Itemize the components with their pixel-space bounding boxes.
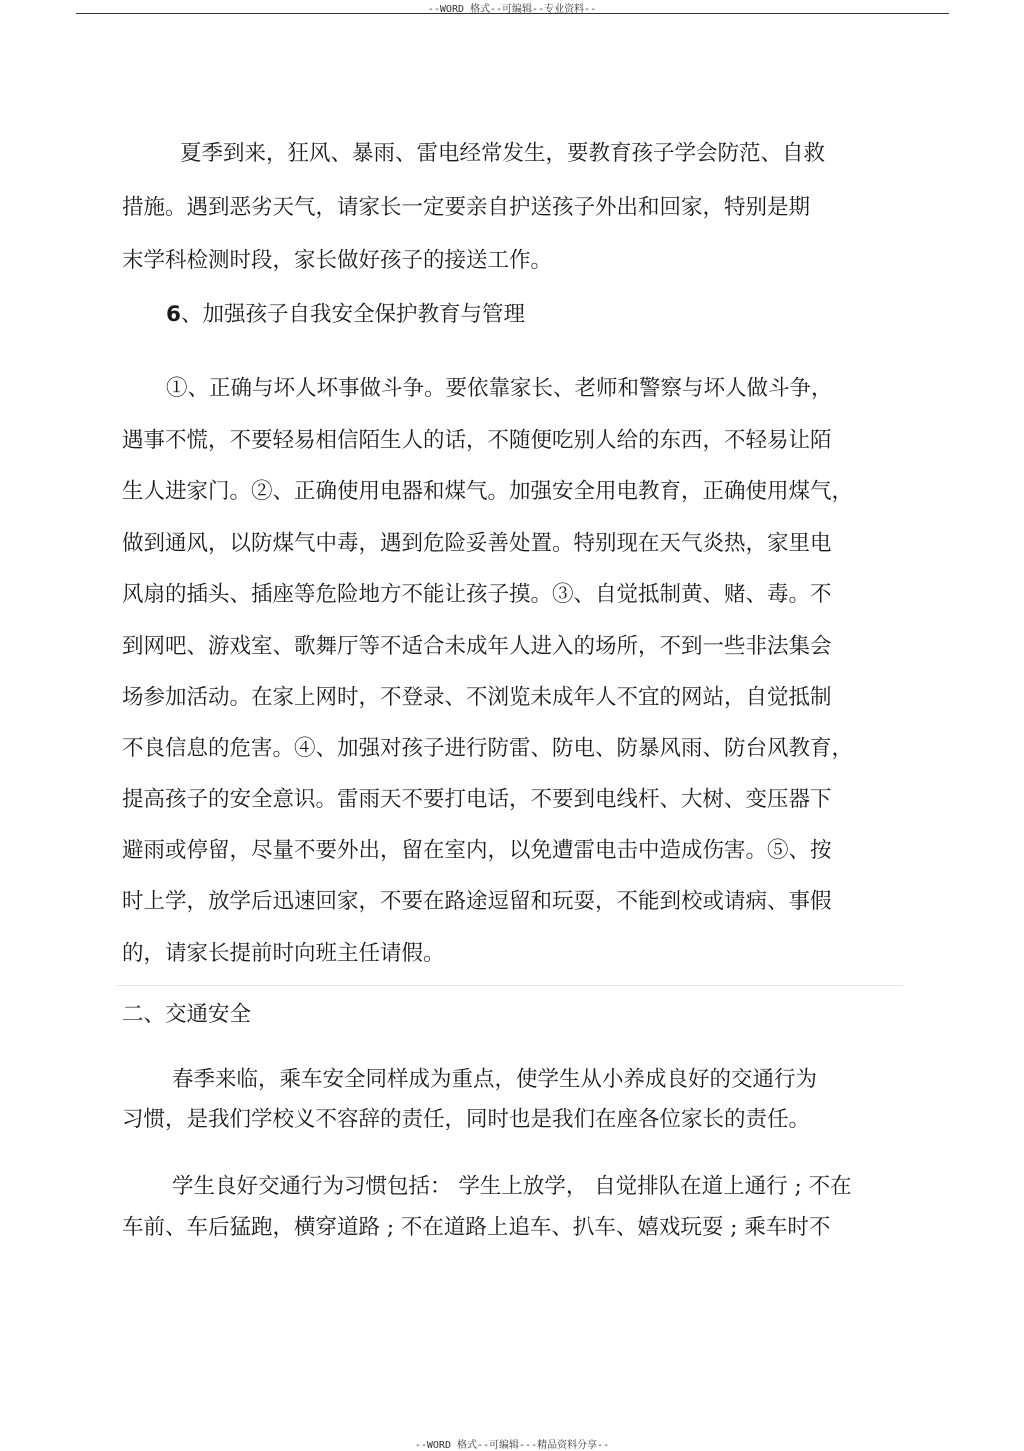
page-footer: --WORD 格式--可编辑---精品资料分享-- <box>414 1440 610 1451</box>
paragraph-line: 做到通风，以防煤气中毒，遇到危险妥善处置。特别现在天气炎热，家里电 <box>122 531 832 556</box>
paragraph-line: 春季来临，乘车安全同样成为重点，使学生从小养成良好的交通行为 <box>172 1067 818 1092</box>
paragraph-line: 措施。遇到恶劣天气，请家长一定要亲自护送孩子外出和回家，特别是期 <box>122 195 811 220</box>
paragraph-line: 提高孩子的安全意识。雷雨天不要打电话，不要到电线杆、大树、变压器下 <box>122 787 832 812</box>
section-title: 二、交通安全 <box>122 1002 252 1027</box>
paragraph-line: 生人进家门。②、正确使用电器和煤气。加强安全用电教育，正确使用煤气， <box>122 479 854 504</box>
header-divider <box>76 13 949 14</box>
paragraph-line: 避雨或停留，尽量不要外出，留在室内，以免遭雷电击中造成伤害。⑤、按 <box>122 838 832 863</box>
paragraph-line: 到网吧、游戏室、歌舞厅等不适合未成年人进入的场所，不到一些非法集会 <box>122 634 832 659</box>
paragraph-line: 末学科检测时段，家长做好孩子的接送工作。 <box>122 248 553 273</box>
paragraph-line: 的，请家长提前时向班主任请假。 <box>122 941 445 966</box>
paragraph-line: 习惯，是我们学校义不容辞的责任，同时也是我们在座各位家长的责任。 <box>122 1107 811 1132</box>
paragraph-line: 遇事不慌，不要轻易相信陌生人的话，不随便吃别人给的东西，不轻易让陌 <box>122 428 832 453</box>
paragraph-line: 场参加活动。在家上网时，不登录、不浏览未成年人不宜的网站，自觉抵制 <box>122 685 832 710</box>
paragraph-line: 学生良好交通行为习惯包括： 学生上放学， 自觉排队在道上通行 ; 不在 <box>172 1174 852 1199</box>
page-header: --WORD 格式--可编辑--专业资料-- <box>427 4 597 15</box>
heading-number: 6 <box>166 302 181 327</box>
paragraph-line: ①、正确与坏人坏事做斗争。要依靠家长、老师和警察与坏人做斗争， <box>166 376 833 401</box>
paragraph-line: 风扇的插头、插座等危险地方不能让孩子摸。③、自觉抵制黄、赌、毒。不 <box>122 582 832 607</box>
paragraph-line: 夏季到来，狂风、暴雨、雷电经常发生，要教育孩子学会防范、自救 <box>180 141 826 166</box>
paragraph-line: 车前、车后猛跑，横穿道路 ; 不在道路上追车、扒车、嬉戏玩耍 ; 乘车时不 <box>122 1215 831 1240</box>
heading-text: 、加强孩子自我安全保护教育与管理 <box>180 302 525 327</box>
section-divider <box>117 985 903 986</box>
paragraph-line: 时上学，放学后迅速回家，不要在路途逗留和玩耍，不能到校或请病、事假 <box>122 889 832 914</box>
paragraph-line: 不良信息的危害。④、加强对孩子进行防雷、防电、防暴风雨、防台风教育， <box>122 736 854 761</box>
section-heading <box>166 300 525 330</box>
